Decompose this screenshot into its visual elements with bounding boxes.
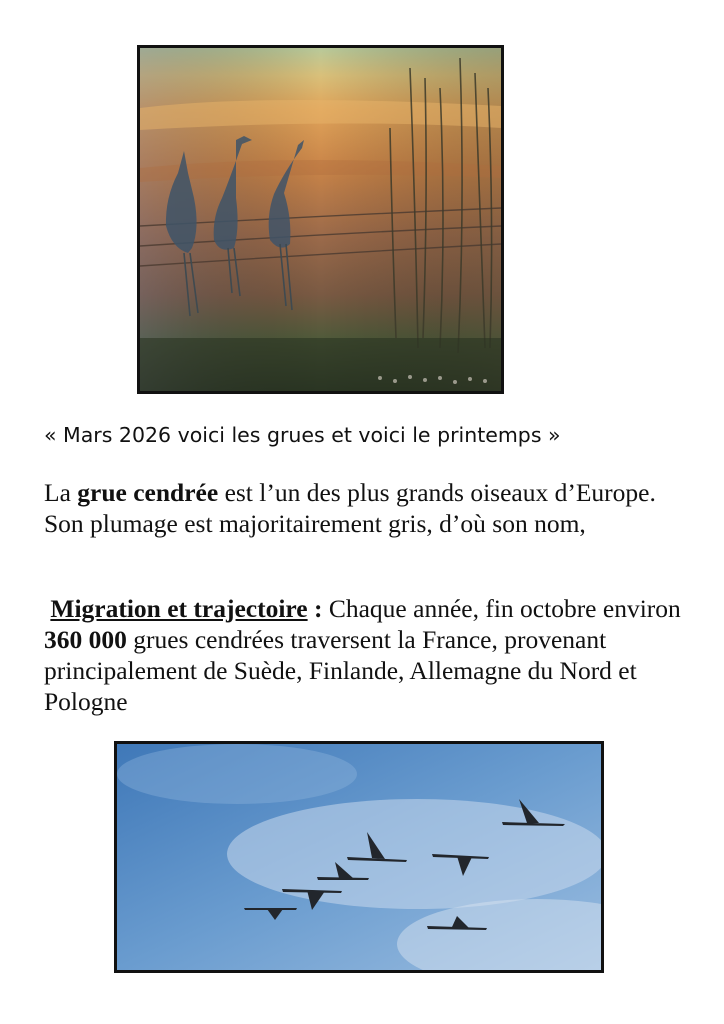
species-name: grue cendrée (77, 478, 219, 507)
intro-paragraph (44, 477, 694, 539)
migration-heading: Migration et trajectoire (50, 594, 308, 623)
spring-quote: « Mars 2026 voici les grues et voici le printemps » (44, 423, 561, 447)
intro-text: est l’un des plus grands oiseaux d’Europe. Son plumage est majoritairement gris, d’où son nom, (44, 478, 656, 538)
migration-text-2: grues cendrées traversent la France, provenant principalement de Suède, Finlande, Allemagne du Nord et Pologne (44, 625, 637, 716)
migration-colon: : (307, 594, 323, 623)
migration-text-1: Chaque année, fin octobre environ (322, 594, 681, 623)
intro-lead: La (44, 478, 78, 507)
cranes-painting-image (137, 45, 504, 394)
cranes-flight-photo (114, 741, 604, 973)
migration-paragraph (44, 593, 694, 717)
crane-count: 360 000 (44, 625, 127, 654)
